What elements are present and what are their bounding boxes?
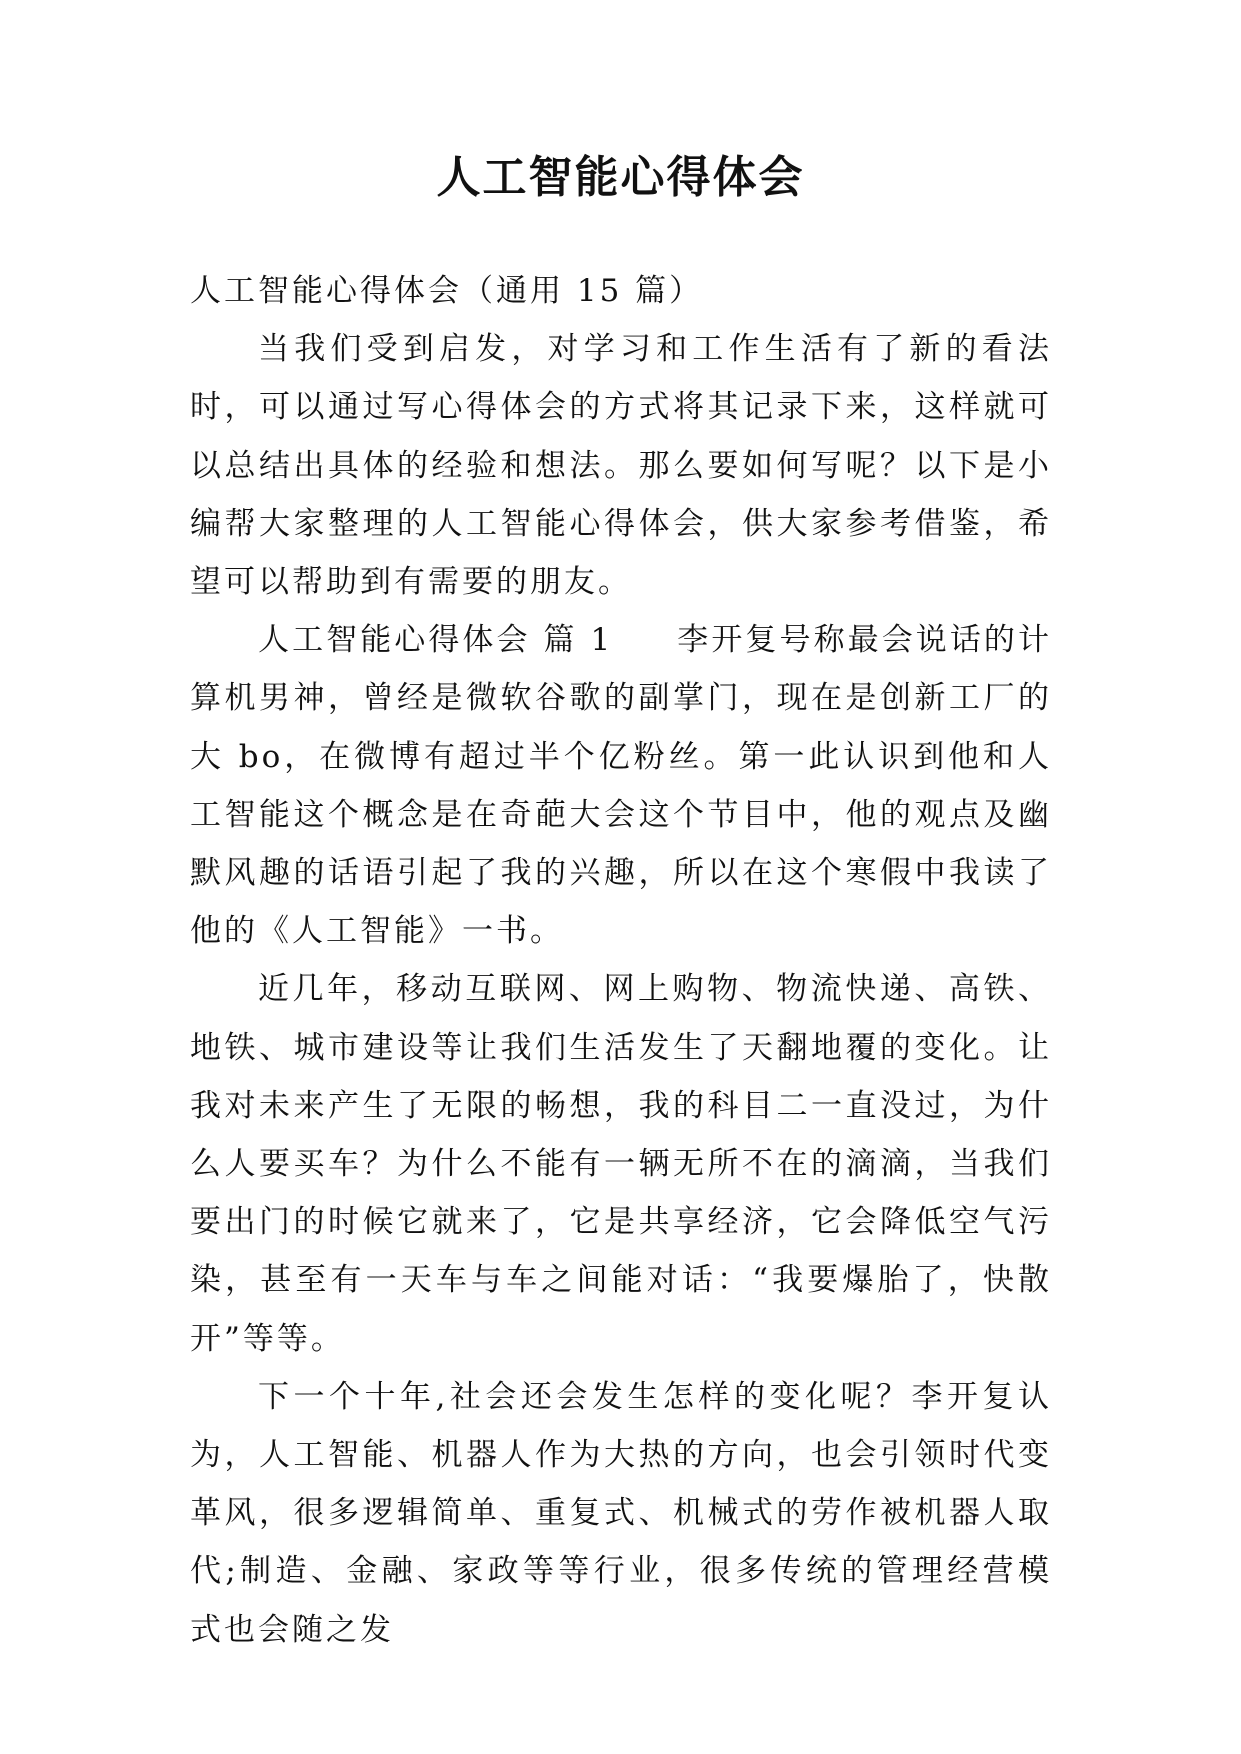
section-body: 李开复号称最会说话的计算机男神，曾经是微软谷歌的副掌门，现在是创新工厂的大 bo，在微博有超过半个亿粉丝。第一此认识到他和人工智能这个概念是在奇葩大会这个节目中，他的观点及幽默风趣的话语引起了我的兴趣，所以在这个寒假中我读了他的《人工智能》一书。 [190, 622, 1052, 950]
intro-paragraph: 当我们受到启发，对学习和工作生活有了新的看法时，可以通过写心得体会的方式将其记录下来，这样就可以总结出具体的经验和想法。那么要如何写呢？以下是小编帮大家整理的人工智能心得体会，供大家参考借鉴，希望可以帮助到有需要的朋友。 [190, 331, 1052, 601]
section-heading: 人工智能心得体会 篇 1 [258, 622, 614, 659]
paragraph-4: 下一个十年,社会还会发生怎样的变化呢？李开复认为，人工智能、机器人作为大热的方向，也会引领时代变革风，很多逻辑简单、重复式、机械式的劳作被机器人取代;制造、金融、家政等等行业，很多传统的管理经营模式也会随之发 [190, 1378, 1052, 1648]
document-body [190, 262, 1052, 1659]
document-title: 人工智能心得体会 [436, 152, 805, 203]
section-1-paragraph [190, 611, 1052, 960]
paragraph-3: 近几年，移动互联网、网上购物、物流快递、高铁、地铁、城市建设等让我们生活发生了天翻地覆的变化。让我对未来产生了无限的畅想，我的科目二一直没过，为什么人要买车？为什么不能有一辆无所不在的滴滴，当我们要出门的时候它就来了，它是共享经济，它会降低空气污染，甚至有一天车与车之间能对话：“我要爆胎了，快散开”等等。 [190, 971, 1052, 1357]
document-subtitle: 人工智能心得体会（通用 15 篇） [190, 273, 704, 309]
